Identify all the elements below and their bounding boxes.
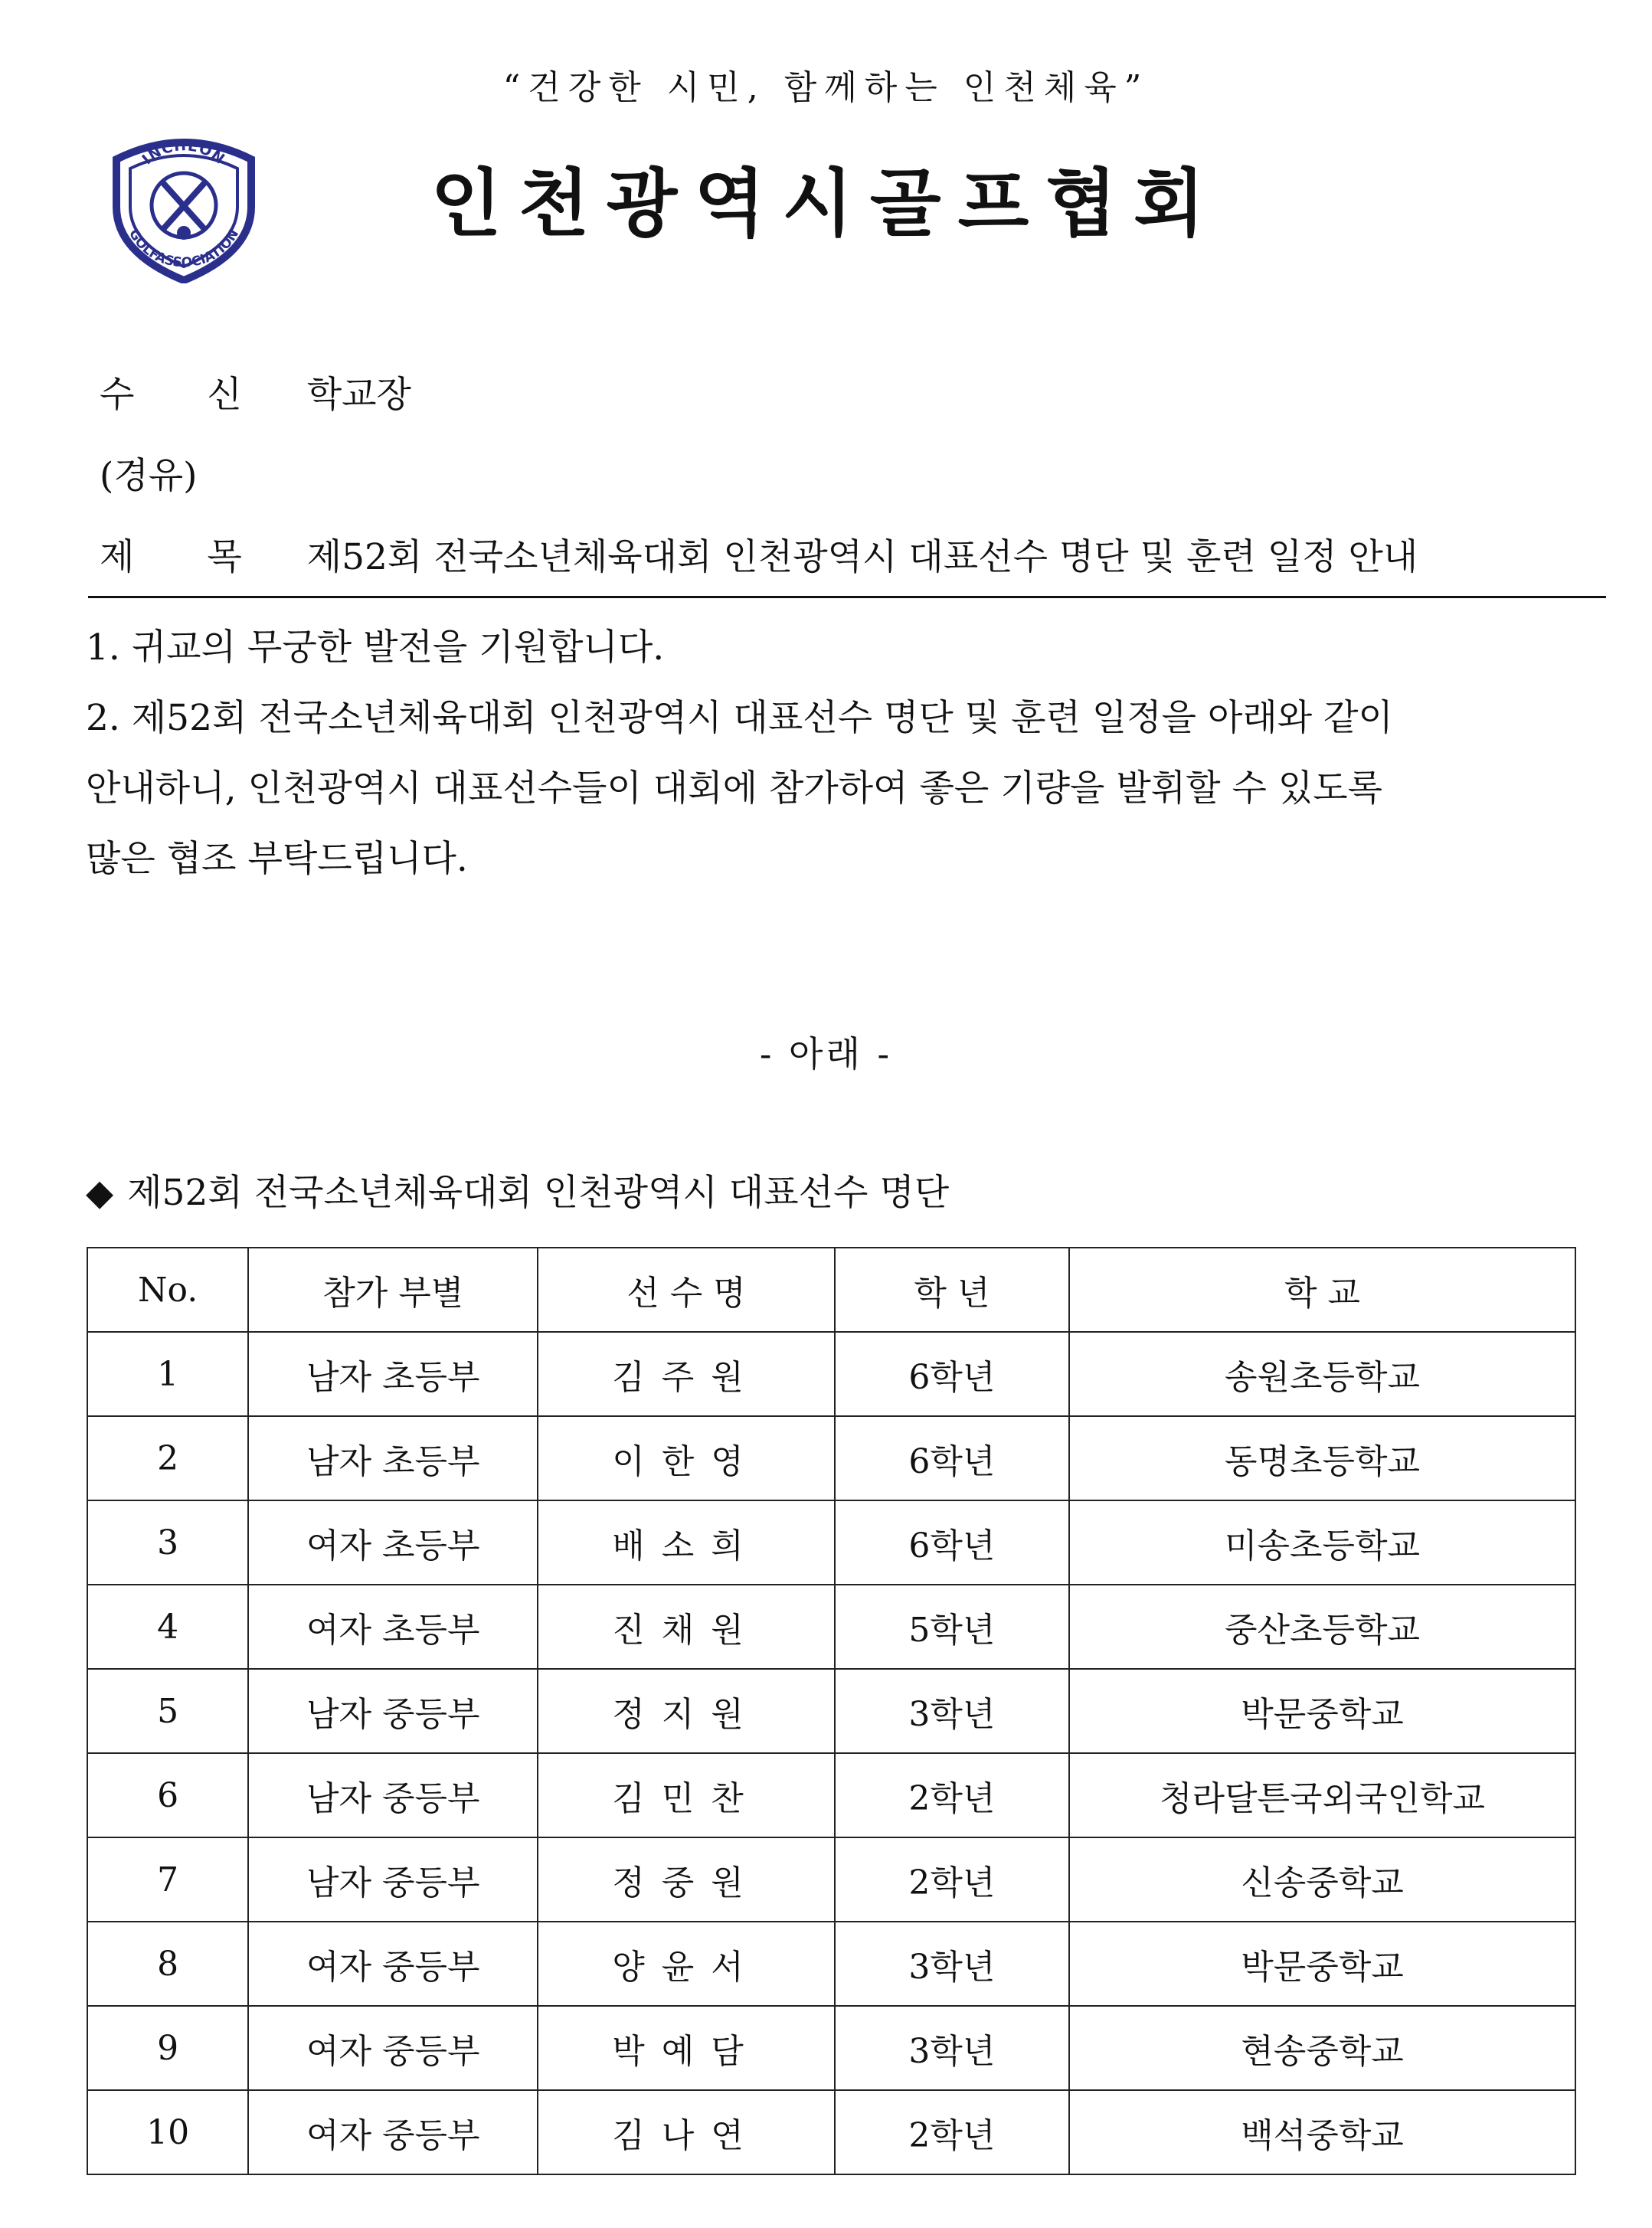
diamond-bullet-icon: ◆: [86, 1172, 114, 1214]
cell-division: 남자 중등부: [248, 1753, 538, 1837]
table-row: [87, 2090, 1575, 2174]
cell-player-name: 양윤서: [538, 1922, 834, 2006]
recipient-row: [100, 366, 411, 417]
cell-player-name: 김주원: [538, 1332, 834, 1416]
table-header-row: [87, 1248, 1575, 1332]
cell-division: 여자 중등부: [248, 2090, 538, 2174]
cell-player-name: 김나연: [538, 2090, 834, 2174]
svg-text:INCHEON: INCHEON: [139, 137, 229, 168]
cell-grade: 5학년: [835, 1585, 1069, 1669]
subject-value: 제52회 전국소년체육대회 인천광역시 대표선수 명단 및 훈련 일정 안내: [306, 536, 1418, 578]
table-row: [87, 1585, 1575, 1669]
cell-grade: 3학년: [835, 1669, 1069, 1753]
cell-grade: 2학년: [835, 1753, 1069, 1837]
cell-no: 1: [87, 1332, 248, 1416]
table-row: [87, 2006, 1575, 2090]
header-no: No.: [87, 1248, 248, 1332]
cell-division: 여자 중등부: [248, 1922, 538, 2006]
cell-grade: 6학년: [835, 1332, 1069, 1416]
table-row: [87, 1837, 1575, 1922]
cell-school: 박문중학교: [1069, 1922, 1575, 2006]
cell-division: 남자 중등부: [248, 1669, 538, 1753]
cell-school: 신송중학교: [1069, 1837, 1575, 1922]
cell-school: 중산초등학교: [1069, 1585, 1575, 1669]
via-row: [100, 447, 197, 499]
header-grade: 학 년: [835, 1248, 1069, 1332]
subject-row: [100, 528, 1418, 580]
cell-division: 여자 초등부: [248, 1585, 538, 1669]
cell-division: 남자 중등부: [248, 1837, 538, 1922]
header-school: 학 교: [1069, 1248, 1575, 1332]
cell-no: 5: [87, 1669, 248, 1753]
cell-division: 남자 초등부: [248, 1332, 538, 1416]
via-label: (경유): [100, 455, 198, 497]
cell-no: 7: [87, 1837, 248, 1922]
cell-school: 청라달튼국외국인학교: [1069, 1753, 1575, 1837]
cell-school: 미송초등학교: [1069, 1500, 1575, 1585]
header-division: 참가 부별: [248, 1248, 538, 1332]
cell-no: 4: [87, 1585, 248, 1669]
cell-player-name: 정지원: [538, 1669, 834, 1753]
svg-text:GOLFASSOCIATION: GOLFASSOCIATION: [125, 227, 243, 271]
cell-division: 남자 초등부: [248, 1416, 538, 1500]
cell-school: 송원초등학교: [1069, 1332, 1575, 1416]
cell-player-name: 박예담: [538, 2006, 834, 2090]
recipient-label: 수 신: [100, 374, 273, 416]
cell-no: 10: [87, 2090, 248, 2174]
subject-divider: [88, 596, 1606, 598]
letter-body: [86, 613, 1587, 895]
cell-player-name: 이한영: [538, 1416, 834, 1500]
recipient-value: 학교장: [306, 374, 411, 416]
organization-title: 인천광역시골프협회: [430, 160, 1222, 247]
cell-division: 여자 초등부: [248, 1500, 538, 1585]
cell-no: 9: [87, 2006, 248, 2090]
cell-player-name: 김민찬: [538, 1753, 834, 1837]
cell-grade: 3학년: [835, 2006, 1069, 2090]
cell-no: 2: [87, 1416, 248, 1500]
table-row: [87, 1669, 1575, 1753]
cell-player-name: 배소희: [538, 1500, 834, 1585]
table-row: [87, 1922, 1575, 2006]
cell-no: 3: [87, 1500, 248, 1585]
table-row: [87, 1416, 1575, 1500]
section-title: 제52회 전국소년체육대회 인천광역시 대표선수 명단: [127, 1172, 950, 1214]
subject-label: 제 목: [100, 536, 273, 578]
cell-player-name: 진채원: [538, 1585, 834, 1669]
cell-grade: 2학년: [835, 1837, 1069, 1922]
body-paragraph: 2. 제52회 전국소년체육대회 인천광역시 대표선수 명단 및 훈련 일정을 아래와 같이: [86, 697, 1393, 739]
cell-no: 8: [87, 1922, 248, 2006]
slogan: “건강한 시민, 함께하는 인천체육”: [502, 68, 1150, 107]
cell-school: 동명초등학교: [1069, 1416, 1575, 1500]
cell-school: 박문중학교: [1069, 1669, 1575, 1753]
roster-table: [87, 1247, 1576, 2175]
table-row: [87, 1500, 1575, 1585]
body-paragraph: 1. 귀교의 무궁한 발전을 기원합니다.: [86, 627, 665, 669]
table-row: [87, 1753, 1575, 1837]
cell-grade: 6학년: [835, 1416, 1069, 1500]
cell-grade: 2학년: [835, 2090, 1069, 2174]
below-marker: - 아래 -: [759, 1033, 893, 1075]
cell-division: 여자 중등부: [248, 2006, 538, 2090]
cell-grade: 3학년: [835, 1922, 1069, 2006]
cell-player-name: 정중원: [538, 1837, 834, 1922]
cell-no: 6: [87, 1753, 248, 1837]
section-heading: [86, 1164, 949, 1215]
table-row: [87, 1332, 1575, 1416]
cell-school: 현송중학교: [1069, 2006, 1575, 2090]
cell-school: 백석중학교: [1069, 2090, 1575, 2174]
body-paragraph: 안내하니, 인천광역시 대표선수들이 대회에 참가하여 좋은 기량을 발휘할 수 있도록: [86, 767, 1383, 810]
header-player-name: 선 수 명: [538, 1248, 834, 1332]
body-paragraph: 많은 협조 부탁드립니다.: [86, 838, 468, 880]
cell-grade: 6학년: [835, 1500, 1069, 1585]
